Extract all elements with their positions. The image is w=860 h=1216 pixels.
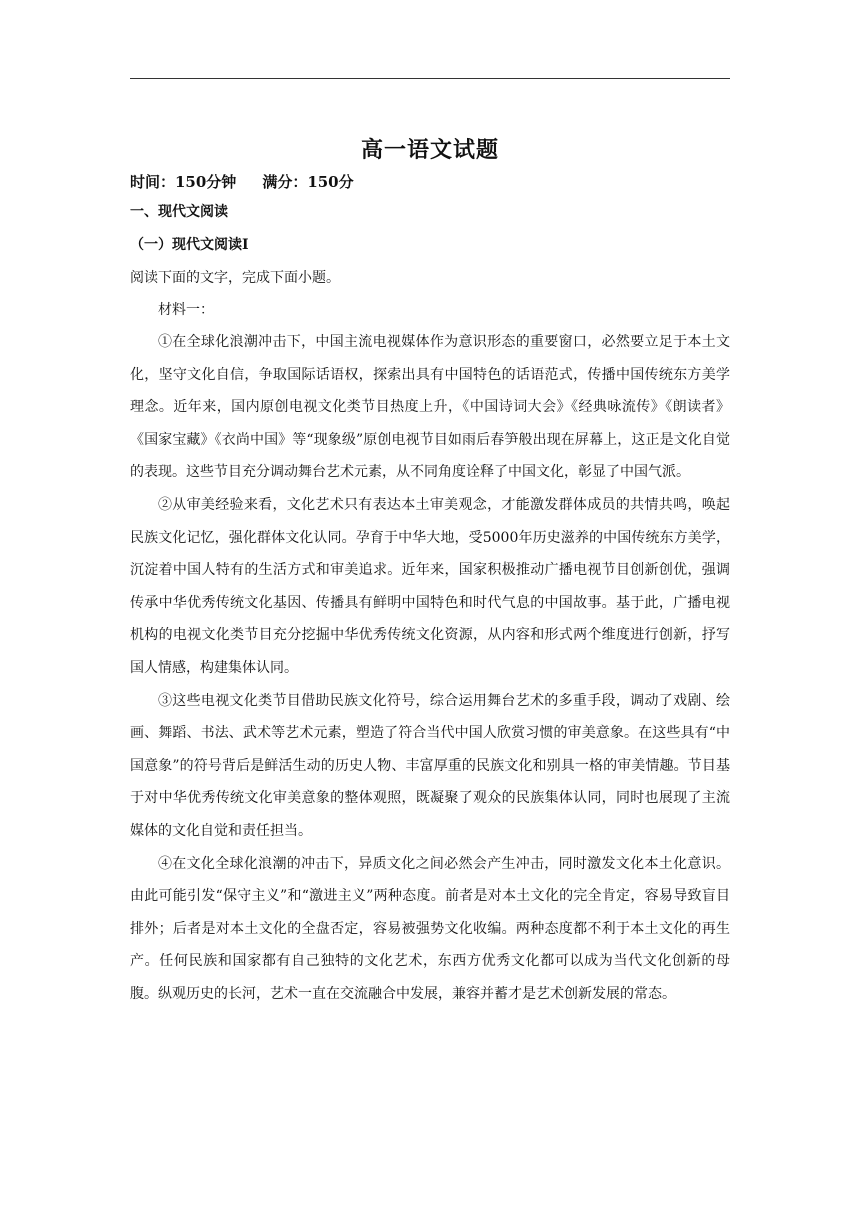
paragraph-3: ③这些电视文化类节目借助民族文化符号，综合运用舞台艺术的多重手段，调动了戏剧、绘画、舞蹈、书法、武术等艺术元素，塑造了符合当代中国人欣赏习惯的审美意象。在这些具有“中国意象”的符号背后是鲜活生动的历史人物、丰富厚重的民族文化和别具一格的审美情趣。节目基于对中华优秀传统文化审美意象的整体观照，既凝聚了观众的民族集体认同，同时也展现了主流媒体的文化自觉和责任担当。	[130, 692, 730, 839]
section-heading: 一、现代文阅读	[130, 204, 228, 220]
subsection-heading: （一）现代文阅读Ⅰ	[130, 237, 249, 253]
exam-title: 高一语文试题	[360, 137, 499, 163]
time-label: 时间：150分钟	[130, 173, 237, 191]
reading-instruction: 阅读下面的文字，完成下面小题。	[130, 270, 340, 286]
paragraph-1: ①在全球化浪潮冲击下，中国主流电视媒体作为意识形态的重要窗口，必然要立足于本土文化，坚守文化自信，争取国际话语权，探索出具有中国特色的话语范式，传播中国传统东方美学理念。近年来，国内原创电视文化类节目热度上升，《中国诗词大会》《经典咏流传》《朗读者》《国家宝藏》《衣尚中国》等“现象级”原创电视节目如雨后春笋般出现在屏幕上，这正是文化自觉的表现。这些节目充分调动舞台艺术元素，从不同角度诠释了中国文化，彰显了中国气派。	[130, 334, 730, 481]
document-body	[130, 132, 730, 1010]
score-label: 满分：150分	[262, 173, 354, 191]
exam-meta	[130, 168, 730, 196]
paragraph-2: ②从审美经验来看，文化艺术只有表达本土审美观念，才能激发群体成员的共情共鸣，唤起民族文化记忆，强化群体文化认同。孕育于中华大地，受5000年历史滋养的中国传统东方美学，沉淀着中国人特有的生活方式和审美追求。近年来，国家积极推动广播电视节目创新创优，强调传承中华优秀传统文化基因、传播具有鲜明中国特色和时代气息的中国故事。基于此，广播电视机构的电视文化类节目充分挖掘中华优秀传统文化资源，从内容和形式两个维度进行创新，抒写国人情感，构建集体认同。	[130, 496, 730, 676]
paragraph-4: ④在文化全球化浪潮的冲击下，异质文化之间必然会产生冲击，同时激发文化本土化意识。由此可能引发“保守主义”和“激进主义”两种态度。前者是对本土文化的完全肯定，容易导致盲目排外；后者是对本土文化的全盘否定，容易被强势文化收编。两种态度都不利于本土文化的再生产。任何民族和国家都有自己独特的文化艺术，东西方优秀文化都可以成为当代文化创新的母腹。纵观历史的长河，艺术一直在交流融合中发展，兼容并蓄才是艺术创新发展的常态。	[130, 855, 730, 1002]
material-label: 材料一：	[158, 302, 214, 318]
header-rule	[130, 78, 730, 79]
